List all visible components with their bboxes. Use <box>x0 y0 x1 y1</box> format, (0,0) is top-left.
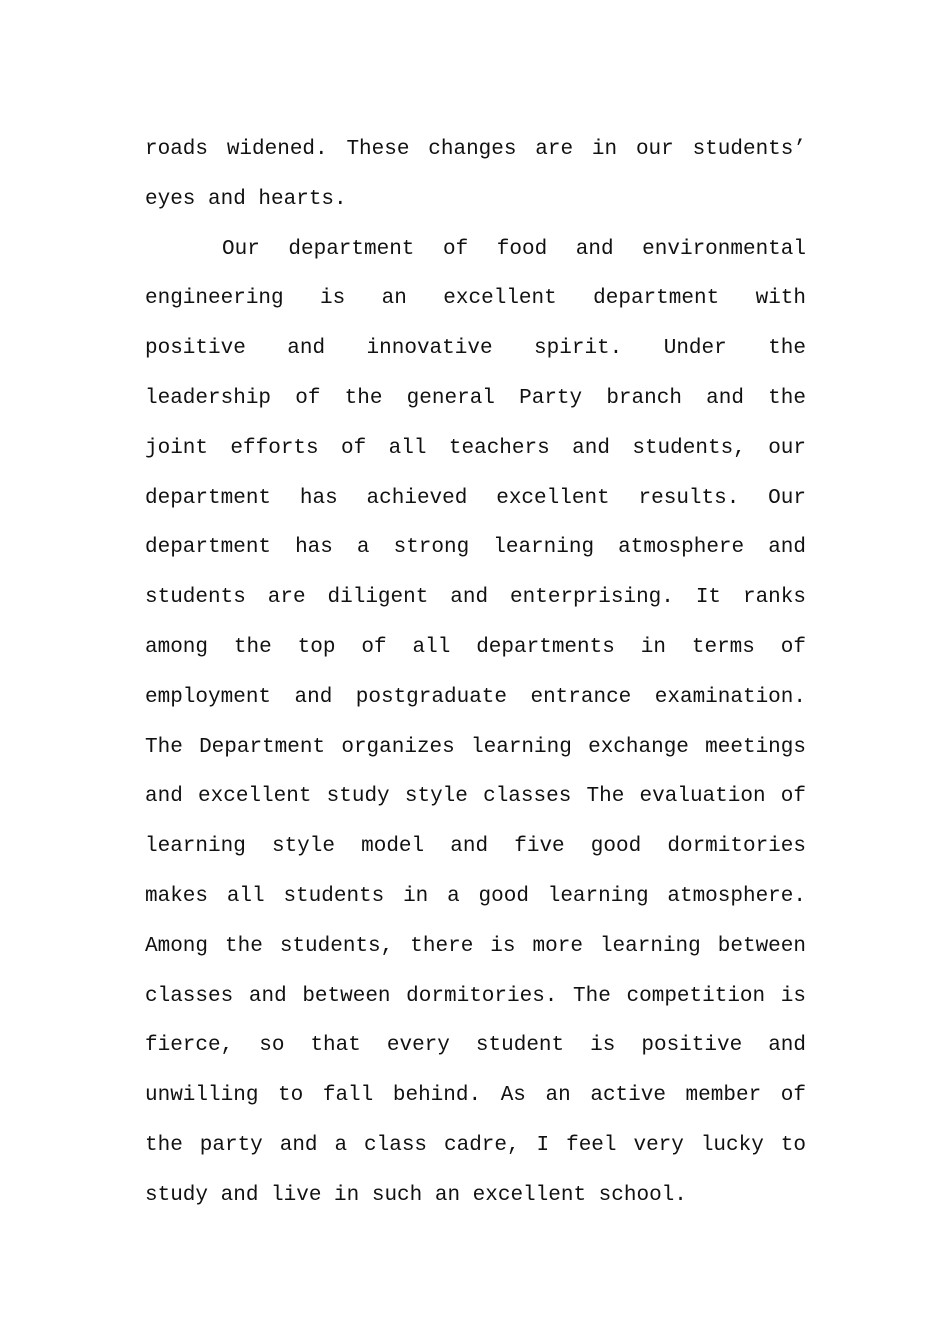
text-line: joint efforts of all teachers and students, our <box>145 436 806 460</box>
text-line: department has achieved excellent results. Our <box>145 486 806 510</box>
text-line: employment and postgraduate entrance examination. <box>145 685 806 709</box>
text-line: makes all students in a good learning atmosphere. <box>145 884 806 908</box>
text-line: the party and a class cadre, I feel very lucky to <box>145 1133 806 1157</box>
text-line: The Department organizes learning exchange meetings <box>145 735 806 759</box>
text-line: Our department of food and environmental <box>222 237 806 261</box>
text-line: leadership of the general Party branch and the <box>145 386 806 410</box>
text-line: study and live in such an excellent school. <box>145 1183 687 1207</box>
text-line: learning style model and five good dormitories <box>145 835 806 859</box>
text-line: among the top of all departments in terms of <box>145 635 806 659</box>
text-line: positive and innovative spirit. Under the <box>145 337 806 361</box>
text-line: engineering is an excellent department with <box>145 287 806 311</box>
text-line: department has a strong learning atmosphere and <box>145 536 806 560</box>
text-line: classes and between dormitories. The competition is <box>145 984 806 1008</box>
text-line: fierce, so that every student is positive and <box>145 1034 806 1058</box>
paragraph <box>145 125 806 225</box>
paragraph <box>145 225 806 1221</box>
text-line: roads widened. These changes are in our students’ <box>145 138 806 161</box>
document-page <box>145 125 806 1221</box>
text-line: unwilling to fall behind. As an active member of <box>145 1084 806 1108</box>
text-line: eyes and hearts. <box>145 187 347 211</box>
text-line: students are diligent and enterprising. It ranks <box>145 586 806 610</box>
text-line: Among the students, there is more learning between <box>145 934 806 958</box>
text-line: and excellent study style classes The evaluation of <box>145 785 806 809</box>
